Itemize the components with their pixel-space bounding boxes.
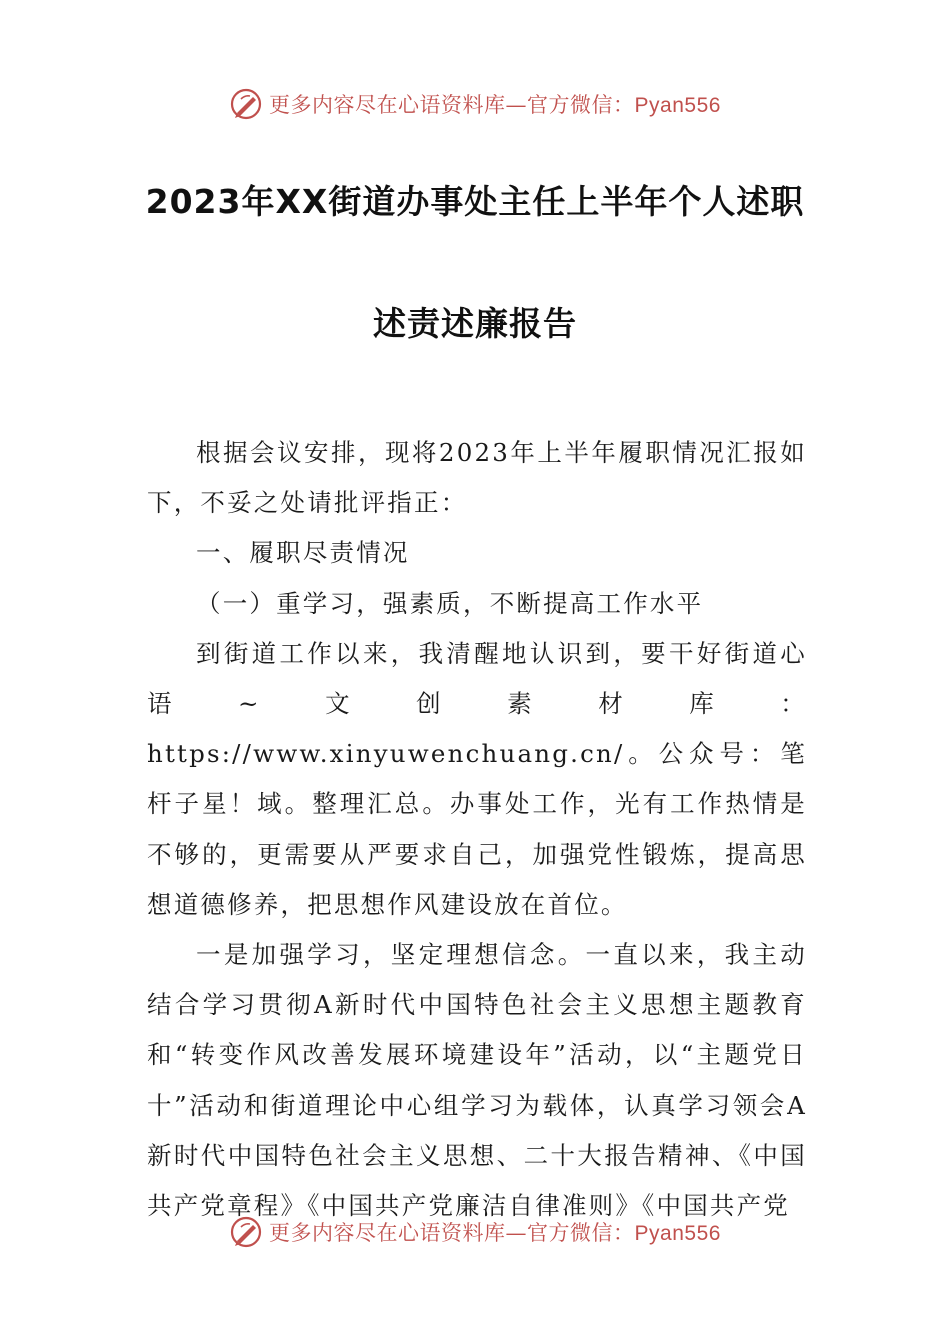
paragraph-intro: 根据会议安排，现将2023年上半年履职情况汇报如下，不妥之处请批评指正： [147,438,807,518]
pen-logo-icon [229,1215,263,1249]
wechat-id: Pyan556 [634,1222,721,1245]
section-heading-1: 一、履职尽责情况 [196,538,410,568]
watermark-banner-top [0,84,950,124]
document-title-line-2: 述责述廉报告 [373,304,577,343]
document-title-line-1: 2023年XX街道办事处主任上半年个人述职 [145,182,805,221]
watermark-banner-bottom [0,1212,950,1252]
paragraph-body-1: 到街道工作以来，我清醒地认识到，要干好街道心语~文创素材库：https://www.xinyuwenchuang.cn/。公众号：笔杆子星！域。整理汇总。办事处工作，光有工作热情是不够的，更需要从严要求自己，加强党性锻炼，提高思想道德修养，把思想作风建设放在首位。 [147,638,807,919]
subsection-heading-1: （一）重学习，强素质，不断提高工作水平 [196,588,704,618]
paragraph-body-2: 一是加强学习，坚定理想信念。一直以来，我主动结合学习贯彻A新时代中国特色社会主义思想主题教育和“转变作风改善发展环境建设年”活动，以“主题党日十”活动和街道理论中心组学习为载体，认真学习领会A新时代中国特色社会主义思想、二十大报告精神、《中国共产党章程》《中国共产党廉洁自律准则》《中国共产党 [147,940,807,1221]
watermark-text: 更多内容尽在心语资料库—官方微信：Pyan556 [269,1221,721,1245]
pen-logo-icon [229,87,263,121]
watermark-text: 更多内容尽在心语资料库—官方微信：Pyan556 [269,93,721,117]
document-body [147,428,807,1231]
wechat-id: Pyan556 [634,94,721,117]
